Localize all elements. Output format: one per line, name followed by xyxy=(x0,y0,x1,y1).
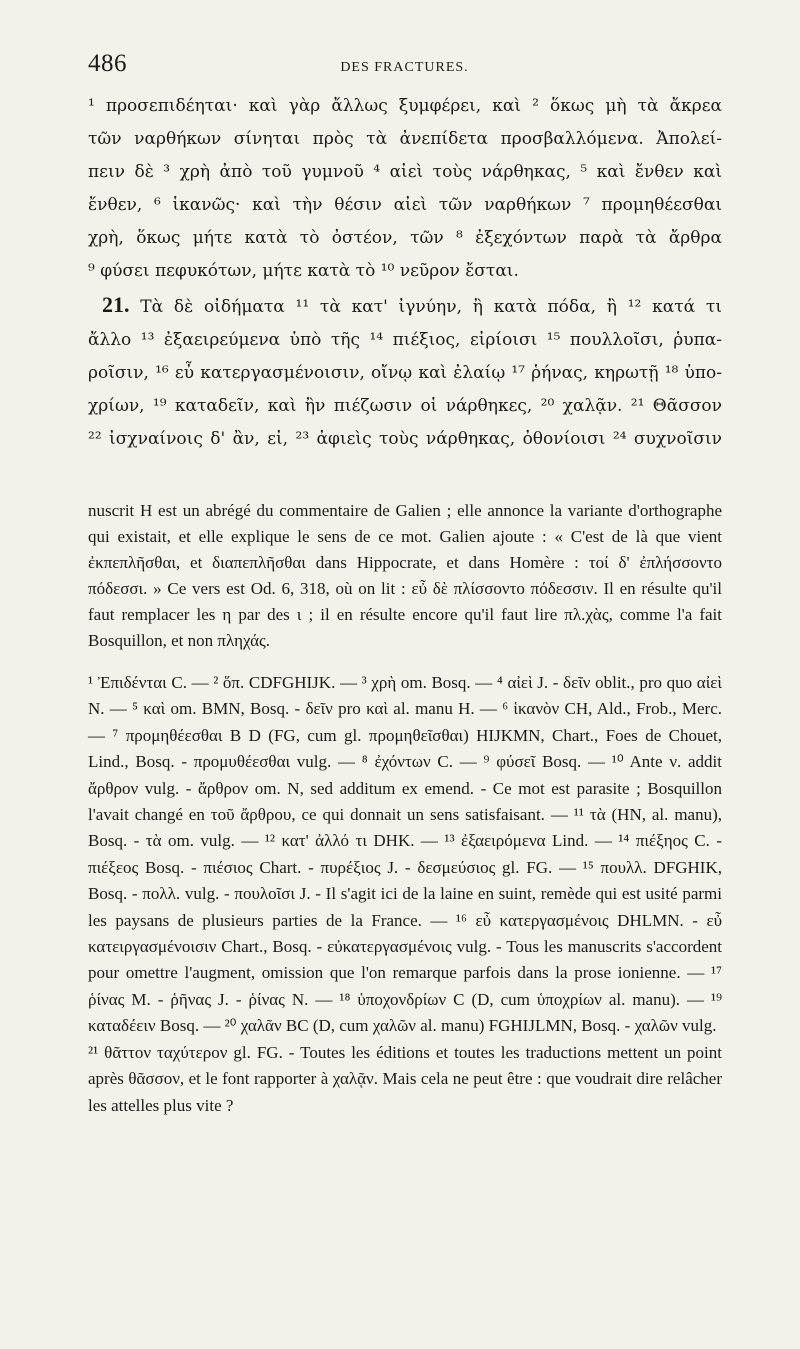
greek-line: ⁹ φύσει πεφυκότων, μήτε κατὰ τὸ ¹⁰ νεῦρον ἔσται. xyxy=(88,261,519,281)
greek-line: τῶν ναρθήκων σίνηται πρὸς τὰ ἀνεπίδετα προσβαλλόμενα. Ἀπολεί- xyxy=(88,129,722,149)
greek-line: Τὰ δὲ οἰδήματα ¹¹ τὰ κατ' ἰγνύην, ἢ κατὰ πόδα, ἢ ¹² κατά τι xyxy=(140,297,722,317)
page-number: 486 xyxy=(88,50,127,77)
footnote-paragraph: ²¹ θᾶττον ταχύτερον gl. FG. - Toutes les éditions et toutes les traductions mettent un point après θᾶσσον, et le font rapporter à χαλᾷν. Mais cela ne peut être : que voudrait dire relâcher les attelles plus vite ? xyxy=(88,1042,722,1115)
section-first-line xyxy=(88,288,722,324)
greek-line: χρὴ, ὅκως μήτε κατὰ τὸ ὀστέον, τῶν ⁸ ἐξεχόντων παρὰ τὰ ἄρθρα xyxy=(88,228,722,248)
greek-line: ἄλλο ¹³ ἐξαειρεύμενα ὑπὸ τῆς ¹⁴ πιέξιος, εἰρίοισι ¹⁵ πουλλοῖσι, ῥυπα- xyxy=(88,330,722,350)
page-header xyxy=(88,50,722,78)
greek-line: ²² ἰσχναίνοις δ' ἂν, εἰ, ²³ ἀφιεὶς τοὺς νάρθηκας, ὀθονίοισι ²⁴ συχνοῖσιν xyxy=(88,429,722,449)
running-title: DES FRACTURES. xyxy=(340,60,469,75)
commentary xyxy=(88,498,722,654)
greek-line: χρίων, ¹⁹ καταδεῖν, καὶ ἢν πιέζωσιν οἱ νάρθηκες, ²⁰ χαλᾷν. ²¹ Θᾶσσον xyxy=(88,396,722,416)
footnote-paragraph: ¹ Ἐπιδένται C. — ² ὅπ. CDFGHIJK. — ³ χρὴ om. Bosq. — ⁴ αἰεὶ J. - δεῖν oblit., pro quo αἰεὶ N. — ⁵ καὶ om. BMN, Bosq. - δεῖν pro καὶ al. manu H. — ⁶ ἱκανὸν CH, Ald., Frob., Merc. — ⁷ προμηθέεσθαι B D (FG, cum gl. προμηθεῖσθαι) HIJKMN, Chart., Foes de Chouet, Lind., Bosq. - προμυθέεσθαι vulg. — ⁸ ἐχόντων C. — ⁹ φύσεῖ Bosq. — ¹⁰ Ante ν. addit ἄρθρον vulg. - ἄρθρον om. N, sed additum ex emend. - Ce mot est parasite ; Bosquillon l'avait changé en τοῦ ἄρθρου, ce qui donnait un sens satisfaisant. — ¹¹ τὰ (HN, al. manu), Bosq. - τὰ om. vulg. — ¹² κατ' ἀλλό τι DHK. — ¹³ ἐξαειρόμενα Lind. — ¹⁴ πιέξηος C. - πιέξεος Bosq. - πιέσιος Chart. - πυρέξιος J. - δεσμεύσιος gl. FG. — ¹⁵ πουλλ. DFGHIK, Bosq. - πολλ. vulg. - πουλοῖσι J. - Il s'agit ici de la laine en suint, remède qui est usité parmi les paysans de plusieurs parties de la France. — ¹⁶ εὖ κατεργασμένοις DHLMN. - εὖ κατειργασμένοισιν Chart., Bosq. - εὐκατεργασμένοις vulg. - Tous les manuscrits s'accordent pour omettre l'augment, omission que l'on remarque parfois dans la prose ionienne. — ¹⁷ ῥίνας M. - ῥῆνας J. - ῥίνας N. — ¹⁸ ὑποχονδρίων C (D, cum ὑποχρίων al. manu). — ¹⁹ καταδέειν Bosq. — ²⁰ χαλᾶν BC (D, cum χαλῶν al. manu) FGHIJLMN, Bosq. - χαλῶν vulg. xyxy=(88,673,722,1036)
greek-line: ἔνθεν, ⁶ ἱκανῶς· καὶ τὴν θέσιν αἰεὶ τῶν ναρθήκων ⁷ προμηθέεσθαι xyxy=(88,195,722,215)
footnotes xyxy=(88,670,722,1119)
commentary-paragraph: nuscrit H est un abrégé du commentaire de Galien ; elle annonce la variante d'orthographe qui existait, et elle explique le sens de ce mot. Galien ajoute : « C'est de là que vient ἐκπεπλῆσθαι, et διαπεπλῆσθαι dans Hippocrate, et dans Homère : τοί δ' ἐπλήσσοντο πόδεσσι. » Ce vers est Od. 6, 318, où on lit : εὖ δὲ πλίσσοντο πόδεσσιν. Il en résulte qu'il faut remplacer les η par des ι ; il en résulte encore qu'il faut lire πλ.χὰς, comme l'a fait Bosquillon, et non πληχάς. xyxy=(88,501,722,650)
greek-text xyxy=(88,90,722,456)
greek-line: ροῖσιν, ¹⁶ εὖ κατεργασμένοισιν, οἴνῳ καὶ ἐλαίῳ ¹⁷ ῥήνας, κηρωτῇ ¹⁸ ὑπο- xyxy=(88,363,722,383)
section-number: 21. xyxy=(102,292,130,317)
greek-line: ¹ προσεπιδέηται· καὶ γὰρ ἄλλως ξυμφέρει, καὶ ² ὅκως μὴ τὰ ἄκρεα xyxy=(88,96,722,116)
greek-line: πειν δὲ ³ χρὴ ἀπὸ τοῦ γυμνοῦ ⁴ αἰεὶ τοὺς νάρθηκας, ⁵ καὶ ἔνθεν καὶ xyxy=(88,162,722,182)
